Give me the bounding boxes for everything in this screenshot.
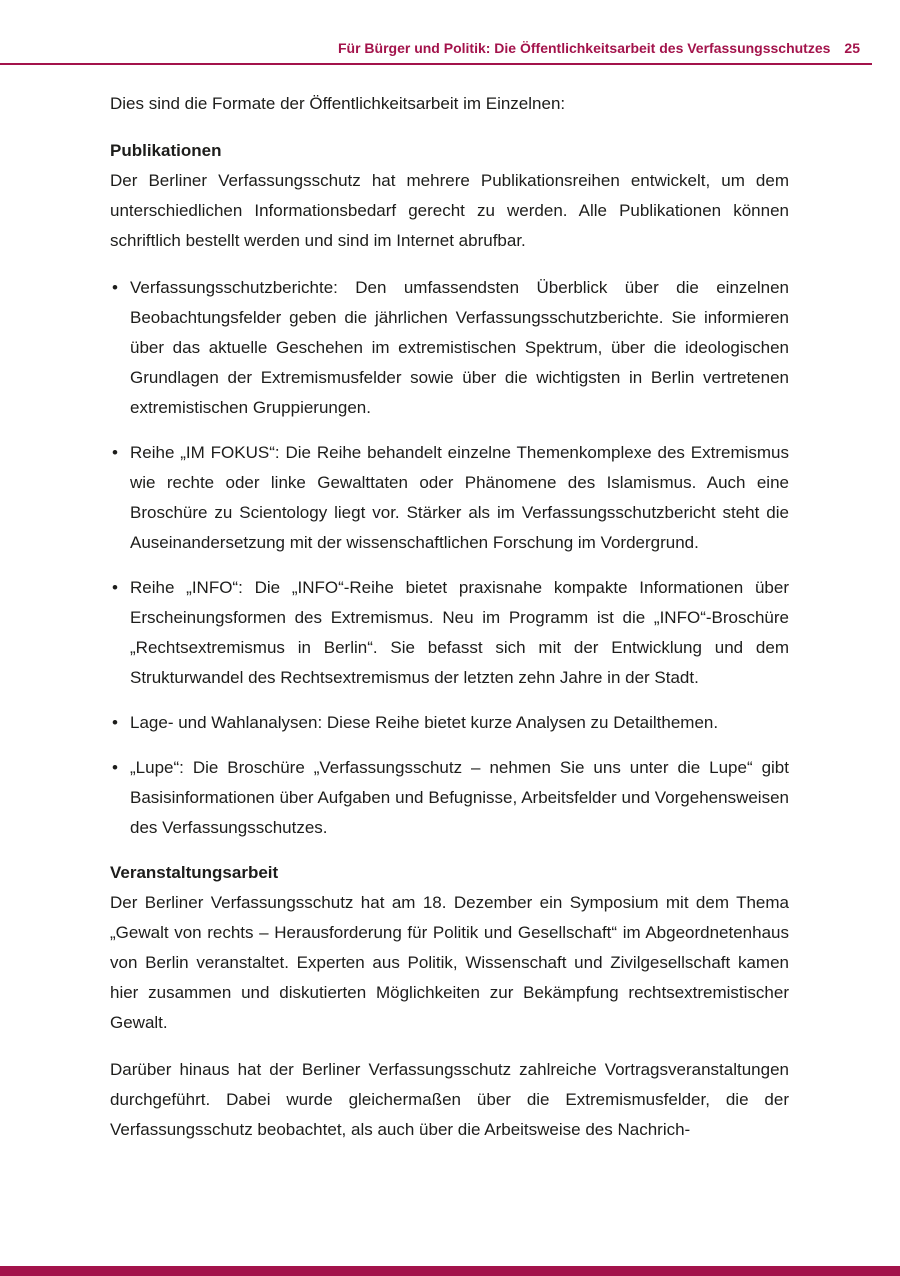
heading-publikationen: Publikationen	[110, 141, 222, 160]
list-item-verfassungsschutzberichte	[110, 273, 789, 423]
running-head	[0, 0, 900, 56]
bullet-icon: •	[112, 713, 118, 732]
page-content	[0, 65, 900, 1145]
publikationen-paragraph: Der Berliner Verfassungsschutz hat mehrere Publikationsreihen entwickelt, um dem unterschiedlichen Informationsbedarf gerecht zu werden. Alle Publikationen können schriftlich bestellt werden und sind im Internet abrufbar.	[110, 171, 789, 250]
bullet-icon: •	[112, 578, 118, 597]
list-item-text: Reihe „IM FOKUS“: Die Reihe behandelt einzelne Themenkomplexe des Extremismus wie rechte oder linke Gewalttaten oder Phänomene des Islamismus. Auch eine Broschüre zu Scientology liegt vor. Stärker als im Verfassungsschutzbericht steht die Auseinandersetzung mit der wissenschaftlichen Forschung im Vordergrund.	[130, 443, 789, 552]
heading-veranstaltungsarbeit: Veranstaltungsarbeit	[110, 863, 279, 882]
page-header	[0, 0, 900, 65]
running-head-title: Für Bürger und Politik: Die Öffentlichkeitsarbeit des Verfassungsschutzes	[337, 40, 831, 56]
bullet-icon: •	[112, 758, 118, 777]
list-item-lupe	[110, 753, 789, 843]
page-number: 25	[844, 40, 860, 56]
list-item-lage-wahlanalysen	[110, 708, 789, 738]
list-item-info	[110, 573, 789, 693]
veranstaltungsarbeit-paragraph-1: Der Berliner Verfassungsschutz hat am 18. Dezember ein Symposium mit dem Thema „Gewalt von rechts – Herausforderung für Politik und Gesellschaft“ im Abgeordnetenhaus von Berlin veranstaltet. Experten aus Politik, Wissenschaft und Zivilgesellschaft kamen hier zusammen und diskutierten Möglichkeiten zur Bekämpfung rechtsextremistischer Gewalt.	[110, 893, 789, 1032]
list-item-im-fokus	[110, 438, 789, 558]
bullet-icon: •	[112, 278, 118, 297]
veranstaltungsarbeit-paragraph-2: Darüber hinaus hat der Berliner Verfassungsschutz zahlreiche Vortragsveranstaltungen durchgeführt. Dabei wurde gleichermaßen über die Extremismusfelder, die der Verfassungsschutz beobachtet, als auch über die Arbeitsweise des Nachrich-	[110, 1060, 789, 1139]
footer-bar	[0, 1266, 900, 1276]
list-item-text: Reihe „INFO“: Die „INFO“-Reihe bietet praxisnahe kompakte Informationen über Erscheinungsformen des Extremismus. Neu im Programm ist die „INFO“-Broschüre „Rechtsextremismus in Berlin“. Sie befasst sich mit der Entwicklung und dem Strukturwandel des Rechtsextremismus der letzten zehn Jahre in der Stadt.	[130, 578, 789, 687]
list-item-text: Lage- und Wahlanalysen: Diese Reihe bietet kurze Analysen zu Detailthemen.	[130, 713, 719, 732]
list-item-text: „Lupe“: Die Broschüre „Verfassungsschutz – nehmen Sie uns unter die Lupe“ gibt Basisinformationen über Aufgaben und Befugnisse, Arbeitsfelder und Vorgehensweisen des Verfassungsschutzes.	[130, 758, 789, 837]
bullet-icon: •	[112, 443, 118, 462]
publications-list	[110, 273, 789, 843]
list-item-text: Verfassungsschutzberichte: Den umfassendsten Überblick über die einzelnen Beobachtungsfelder geben die jährlichen Verfassungsschutzberichte. Sie informieren über das aktuelle Geschehen im extremistischen Spektrum, über die ideologischen Grundlagen der Extremismusfelder sowie über die wichtigsten in Berlin vertretenen extremistischen Gruppierungen.	[130, 278, 789, 417]
intro-paragraph: Dies sind die Formate der Öffentlichkeitsarbeit im Einzelnen:	[110, 94, 566, 113]
